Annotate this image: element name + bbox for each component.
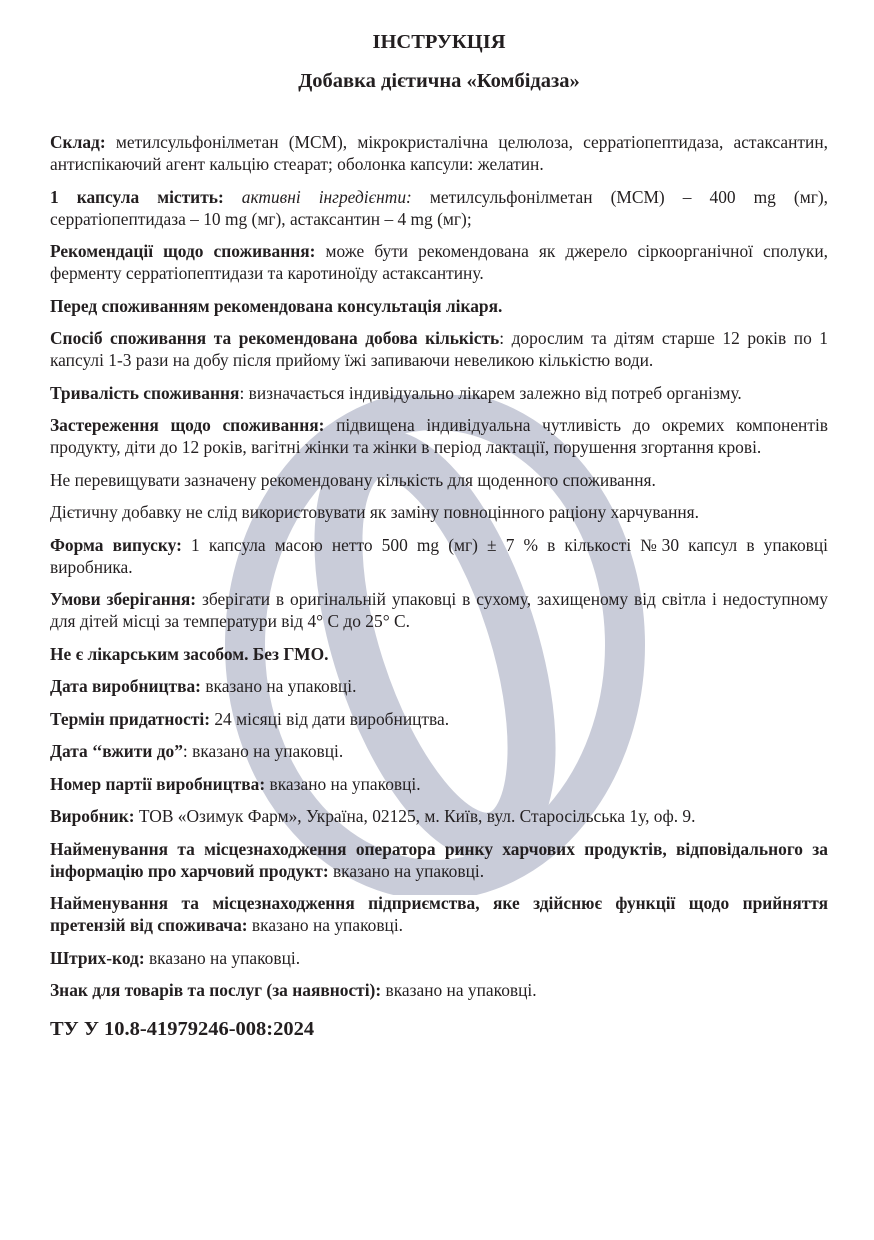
usage-method-paragraph: [50, 327, 828, 371]
section-text: Дієтичну добавку не слід використовувати як заміну повноцінного раціону харчування.: [50, 502, 700, 522]
section-label: Дата виробництва:: [50, 676, 201, 696]
warnings-paragraph: [50, 414, 828, 458]
section-label: Штрих-код:: [50, 947, 145, 968]
section-text: вказано на упаковці.: [144, 947, 301, 968]
section-text: ТОВ «Озимук Фарм», Україна, 02125, м. Київ, вул. Старосільська 1у, оф. 9.: [134, 806, 696, 826]
section-text: : визначається індивідуально лікарем залежно від потреб організму.: [239, 382, 742, 403]
capsule-contents-paragraph: [50, 186, 828, 230]
instruction-content: [50, 131, 828, 1001]
section-label: 1 капсула містить:: [50, 186, 224, 207]
section-label: Перед споживанням рекомендована консультація лікаря.: [50, 295, 503, 316]
section-label: Виробник:: [50, 806, 135, 826]
recommendations-paragraph: [50, 240, 828, 284]
section-label: Умови зберігання:: [50, 589, 197, 609]
release-form-paragraph: [50, 534, 828, 578]
section-text: метилсульфонілметан (МСМ) – 400 mg (мг), серратіопептидаза – 10 mg (мг), астаксантин – 4 mg (мг);: [50, 186, 829, 229]
section-text: 24 місяці від дати виробництва.: [210, 708, 450, 729]
production-date-paragraph: [50, 675, 828, 697]
section-label: Найменування та місцезнаходження підприємства, яке здійснює функції щодо прийняття претензій від споживача:: [50, 893, 828, 935]
manufacturer-paragraph: [50, 805, 828, 827]
composition-paragraph: [50, 131, 828, 175]
doctor-consultation-notice: [50, 295, 828, 317]
section-label: Номер партії виробництва:: [50, 773, 266, 794]
food-operator-paragraph: [50, 838, 828, 882]
section-text: може бути рекомендована як джерело сіркоорганічної сполуки, ферменту серратіопептидази та каротиноїду астаксантину.: [50, 241, 828, 283]
section-label: Тривалість споживання: [50, 382, 240, 403]
instruction-page: [50, 30, 828, 1041]
not-a-medicine-notice: [50, 643, 828, 665]
diet-replacement-paragraph: [50, 501, 828, 523]
section-label: Склад:: [50, 132, 106, 152]
section-text: вказано на упаковці.: [247, 915, 404, 935]
section-text: Не перевищувати зазначену рекомендовану кількість для щоденного споживання.: [50, 469, 656, 490]
section-label: Форма випуску:: [50, 534, 182, 555]
section-text: вказано на упаковці.: [265, 773, 421, 794]
section-text: : дорослим та дітям старше 12 років по 1 капсулі 1-3 рази на добу після прийому їжі запиваючи невеликою кількістю води.: [50, 328, 828, 370]
section-text: метилсульфонілметан (МСМ), мікрокристалічна целюлоза, серратіопептидаза, астаксантин, антиспікаючий агент кальцію стеарат; оболонка капсули: желатин.: [50, 132, 828, 174]
section-text: вказано на упаковці.: [381, 980, 537, 1000]
section-label: Дата ‘‘вжити до”: [50, 741, 183, 761]
section-label: Застереження щодо споживання:: [50, 415, 325, 435]
section-label: Знак для товарів та послуг (за наявності):: [50, 980, 382, 1000]
section-text: : вказано на упаковці.: [182, 741, 344, 761]
storage-conditions-paragraph: [50, 588, 828, 632]
section-text: зберігати в оригінальній упаковці в сухому, захищеному від світла і недоступному для дітей місці за температури від 4° С до 25° С.: [50, 589, 828, 631]
claims-handler-paragraph: [50, 892, 828, 936]
section-text: вказано на упаковці.: [328, 860, 485, 881]
section-label: Рекомендації щодо споживання:: [50, 241, 316, 261]
shelf-life-paragraph: [50, 708, 828, 730]
section-text: підвищена індивідуальна чутливість до окремих компонентів продукту, діти до 12 років, вагітні жінки та жінки в період лактації, порушення згортання крові.: [50, 415, 828, 457]
section-label: Термін придатності:: [50, 708, 211, 729]
dose-limit-paragraph: [50, 469, 828, 491]
technical-spec-code: ТУ У 10.8-41979246-008:2024: [50, 1018, 315, 1040]
barcode-paragraph: [50, 947, 828, 969]
page-title: ІНСТРУКЦІЯ: [372, 31, 506, 53]
section-text: вказано на упаковці.: [200, 676, 357, 696]
batch-number-paragraph: [50, 773, 828, 795]
usage-duration-paragraph: [50, 382, 828, 404]
product-subtitle: Добавка дієтична «Комбідаза»: [298, 70, 580, 92]
section-label: Не є лікарським засобом. Без ГМО.: [50, 643, 329, 664]
section-text: 1 капсула масою нетто 500 mg (мг) ± 7 % в кількості №30 капсул в упаковці виробника.: [50, 534, 828, 577]
section-label: Спосіб споживання та рекомендована добова кількість: [50, 328, 500, 348]
section-label: Найменування та місцезнаходження оператора ринку харчових продуктів, відповідального за інформацію про харчовий продукт:: [50, 838, 828, 881]
trademark-paragraph: [50, 979, 828, 1001]
use-by-date-paragraph: [50, 740, 828, 762]
section-italic-text: активні інгредієнти:: [223, 186, 412, 207]
